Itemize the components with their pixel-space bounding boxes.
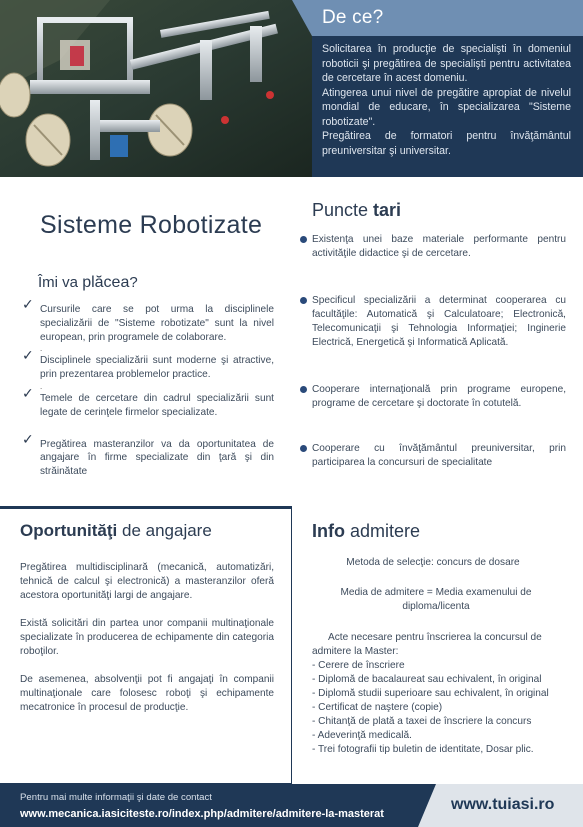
bullet-icon: [300, 445, 307, 452]
oportunitati-paragraph: Există solicitări din partea unor companii multinaţionale specializate în producerea de echipamente din categoria roboţilor.: [20, 618, 274, 657]
spacer: [300, 411, 566, 442]
list-item: [22, 348, 274, 382]
list-item-text: Cursurile care se pot urma la disciplinele specializării de "Sisteme robotizate" sunt la nivel european, prin programele de colaborare.: [40, 304, 274, 343]
list-item: [300, 233, 566, 261]
puncte-list: [300, 233, 566, 470]
separator-dot: .: [40, 381, 43, 391]
bullet-icon: [300, 297, 307, 304]
oportunitati-paragraph: De asemenea, absolvenţii pot fi angajaţi în companii multinaţionale care folosesc roboţi şi echipamente mecatronice în procesul de producţie.: [20, 674, 274, 713]
check-icon: ✓: [22, 348, 34, 365]
placea-heading: [38, 274, 138, 292]
check-icon: ✓: [22, 431, 34, 448]
footer-contact-label: Pentru mai multe informaţii şi date de contact: [20, 792, 212, 803]
placea-heading-prefix: Îmi va: [38, 274, 83, 291]
list-item-text: Cooperare internaţională prin programe europene, programe de cercetare şi doctorate în cotutelă.: [312, 384, 566, 409]
list-item: [22, 431, 274, 479]
list-item: - Chitanţă de plată a taxei de înscriere la concurs: [312, 716, 532, 727]
oportunitati-text: [20, 561, 274, 729]
list-item-text: Pregătirea masteranzilor va da oportunitatea de angajare în firme specializate din ţară şi din străinătate: [40, 438, 274, 478]
check-icon: ✓: [22, 385, 34, 402]
spacer: [22, 420, 274, 438]
list-item: - Cerere de înscriere: [312, 660, 405, 671]
acte-intro: Acte necesare pentru înscrierea la concursul de admitere la Master:: [312, 632, 542, 657]
info-heading-suffix: admitere: [345, 521, 421, 541]
footer-contact-link[interactable]: www.mecanica.iasiciteste.ro/index.php/admitere/admitere-la-masterat: [20, 808, 384, 820]
de-ce-title: De ce?: [322, 7, 384, 28]
spacer: [300, 261, 566, 294]
separator-dot: .: [40, 344, 43, 354]
robot-photo: [0, 0, 312, 177]
info-acte: [312, 631, 568, 757]
info-metoda: Metoda de selecţie: concurs de dosare: [346, 557, 520, 568]
bullet-icon: [300, 386, 307, 393]
list-item: - Trei fotografii tip buletin de identitate, Dosar plic.: [312, 744, 534, 755]
list-item: [300, 383, 566, 411]
puncte-heading-bold: tari: [373, 200, 402, 220]
oportunitati-paragraph: Pregătirea multidisciplinară (mecanică, automatizări, tehnică de calcul şi electronică) a masteranzilor oferă acestora oportunităţi largi de angajare.: [20, 562, 274, 601]
oportunitati-heading-bold: Oportunităţi: [20, 521, 118, 540]
puncte-heading-prefix: Puncte: [312, 200, 374, 220]
info-media: Media de admitere = Media examenului de diploma/licenta: [340, 587, 532, 612]
oportunitati-heading-suffix: de angajare: [117, 521, 212, 540]
list-item: - Certificat de naştere (copie): [312, 702, 443, 713]
placea-heading-bold: plăcea: [82, 274, 130, 291]
puncte-heading: [312, 200, 401, 221]
acte-list: [312, 659, 568, 757]
info-heading-bold: Info: [312, 521, 345, 541]
page-title: Sisteme Robotizate: [40, 211, 263, 239]
list-item: [300, 442, 566, 470]
de-ce-text: [322, 42, 571, 158]
footer-site-link[interactable]: www.tuiasi.ro: [451, 796, 555, 813]
de-ce-paragraph: Solicitarea în producţie de specialişti în domeniul roboticii şi pregătirea de specialişti pentru activitatea de cercetare în acest domeniu.: [322, 43, 571, 84]
oportunitati-heading: [20, 521, 212, 541]
list-item: [300, 294, 566, 350]
list-item: - Diplomă de bacalaureat sau echivalent, în original: [312, 674, 542, 685]
list-item: [22, 297, 274, 344]
bullet-icon: [300, 236, 307, 243]
list-item-text: Cooperare cu învăţământul preuniversitar, prin participarea la concursuri de specialitate: [312, 443, 566, 468]
list-item-text: Existenţa unei baze materiale performante pentru activităţile didactice şi de cercetare.: [312, 234, 566, 259]
spacer: [300, 350, 566, 383]
check-icon: ✓: [22, 297, 34, 313]
list-item: - Diplomă studii superioare sau echivalent, în original: [312, 688, 549, 699]
de-ce-paragraph: Pregătirea de formatori pentru învăţământul preuniversitar şi universitar.: [322, 130, 571, 157]
info-heading: [312, 521, 420, 542]
placea-heading-suffix: ?: [129, 274, 138, 291]
list-item-text: Disciplinele specializării sunt moderne şi atractive, prin prezentarea problemelor practice.: [40, 355, 274, 381]
list-item: [22, 385, 274, 420]
placea-list: [22, 297, 274, 479]
de-ce-paragraph: Atingerea unui nivel de pregătire apropiat de nivelul mondial de educare, în specializarea "Sisteme robotizate".: [322, 86, 571, 128]
list-item: - Adeverinţă medicală.: [312, 730, 412, 741]
list-item-text: Temele de cercetare din cadrul specializării sunt legate de cerinţele firmelor specializate.: [40, 392, 274, 418]
list-item-text: Specificul specializării a determinat cooperarea cu facultăţile: Automatică şi Calculatoare; Electronică, Telecomunicaţii şi Tehnologia Informaţiei; Inginerie Electrică, Energetică şi Informatică Aplicată.: [312, 295, 566, 348]
